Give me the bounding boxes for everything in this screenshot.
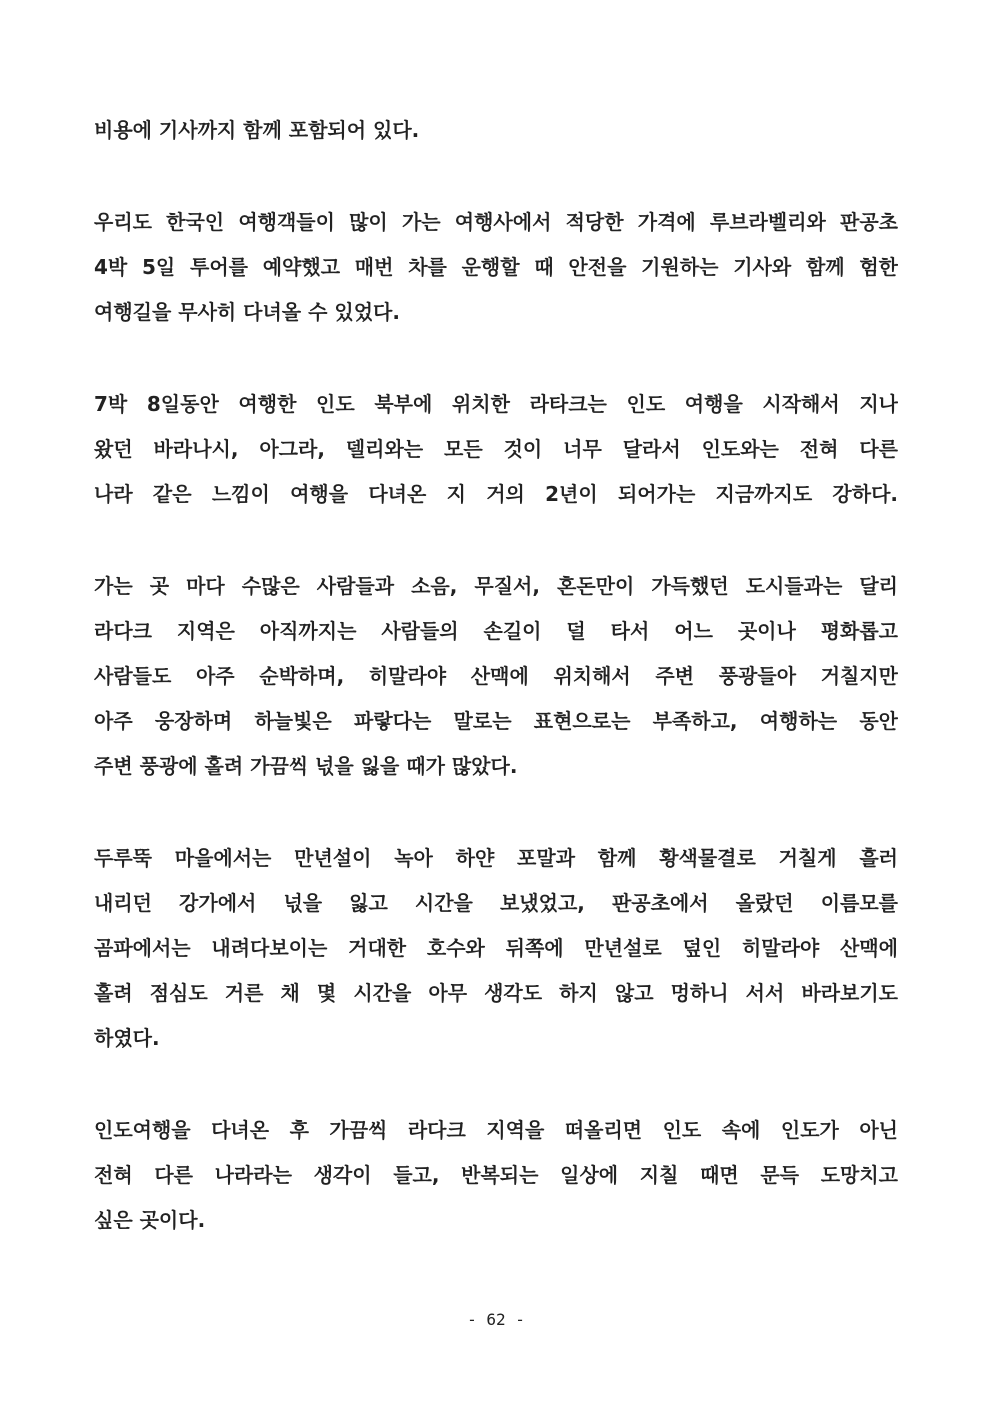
paragraph-5 bbox=[94, 836, 898, 1061]
page-body bbox=[94, 108, 898, 1243]
text-line: 4박 5일 투어를 예약했고 매번 차를 운행할 때 안전을 기원하는 기사와 함께 험한 bbox=[94, 255, 898, 279]
paragraph-6 bbox=[94, 1108, 898, 1243]
text-line: 사람들도 아주 순박하며, 히말라야 산맥에 위치해서 주변 풍광들아 거칠지만 bbox=[94, 664, 898, 688]
paragraph-gap bbox=[94, 517, 898, 564]
text-line: 하였다. bbox=[94, 1026, 160, 1050]
text-line: 아주 웅장하며 하늘빛은 파랗다는 말로는 표현으로는 부족하고, 여행하는 동안 bbox=[94, 709, 898, 733]
text-line: 라다크 지역은 아직까지는 사람들의 손길이 덜 타서 어느 곳이나 평화롭고 bbox=[94, 619, 898, 643]
paragraph-gap bbox=[94, 153, 898, 200]
paragraph-gap bbox=[94, 1061, 898, 1108]
text-line: 주변 풍광에 홀려 가끔씩 넋을 잃을 때가 많았다. bbox=[94, 754, 518, 778]
text-line: 싶은 곳이다. bbox=[94, 1208, 206, 1232]
text-line: 왔던 바라나시, 아그라, 델리와는 모든 것이 너무 달라서 인도와는 전혀 다른 bbox=[94, 437, 898, 461]
text-line: 가는 곳 마다 수많은 사람들과 소음, 무질서, 혼돈만이 가득했던 도시들과는 달리 bbox=[94, 574, 898, 598]
paragraph-2 bbox=[94, 200, 898, 335]
text-line: 우리도 한국인 여행객들이 많이 가는 여행사에서 적당한 가격에 루브라벨리와 판공초 bbox=[94, 210, 898, 234]
paragraph-3 bbox=[94, 382, 898, 517]
text-line: 인도여행을 다녀온 후 가끔씩 라다크 지역을 떠올리면 인도 속에 인도가 아닌 bbox=[94, 1118, 898, 1142]
text-line: 나라 같은 느낌이 여행을 다녀온 지 거의 2년이 되어가는 지금까지도 강하다. bbox=[94, 482, 898, 506]
paragraph-gap bbox=[94, 335, 898, 382]
paragraph-gap bbox=[94, 789, 898, 836]
text-line: 두루뚝 마을에서는 만년설이 녹아 하얀 포말과 함께 황색물결로 거칠게 흘러 bbox=[94, 846, 898, 870]
text-line: 7박 8일동안 여행한 인도 북부에 위치한 라타크는 인도 여행을 시작해서 지나 bbox=[94, 392, 898, 416]
text-line: 여행길을 무사히 다녀올 수 있었다. bbox=[94, 300, 400, 324]
text-line: 곰파에서는 내려다보이는 거대한 호수와 뒤쪽에 만년설로 덮인 히말라야 산맥에 bbox=[94, 936, 898, 960]
text-line: 홀려 점심도 거른 채 몇 시간을 아무 생각도 하지 않고 멍하니 서서 바라보기도 bbox=[94, 981, 898, 1005]
text-line: 비용에 기사까지 함께 포함되어 있다. bbox=[94, 118, 420, 142]
paragraph-4 bbox=[94, 564, 898, 789]
page-number: - 62 - bbox=[467, 1310, 525, 1329]
text-line: 내리던 강가에서 넋을 잃고 시간을 보냈었고, 판공초에서 올랐던 이름모를 bbox=[94, 891, 898, 915]
text-line: 전혀 다른 나라라는 생각이 들고, 반복되는 일상에 지칠 때면 문득 도망치고 bbox=[94, 1163, 898, 1187]
paragraph-1 bbox=[94, 108, 898, 153]
